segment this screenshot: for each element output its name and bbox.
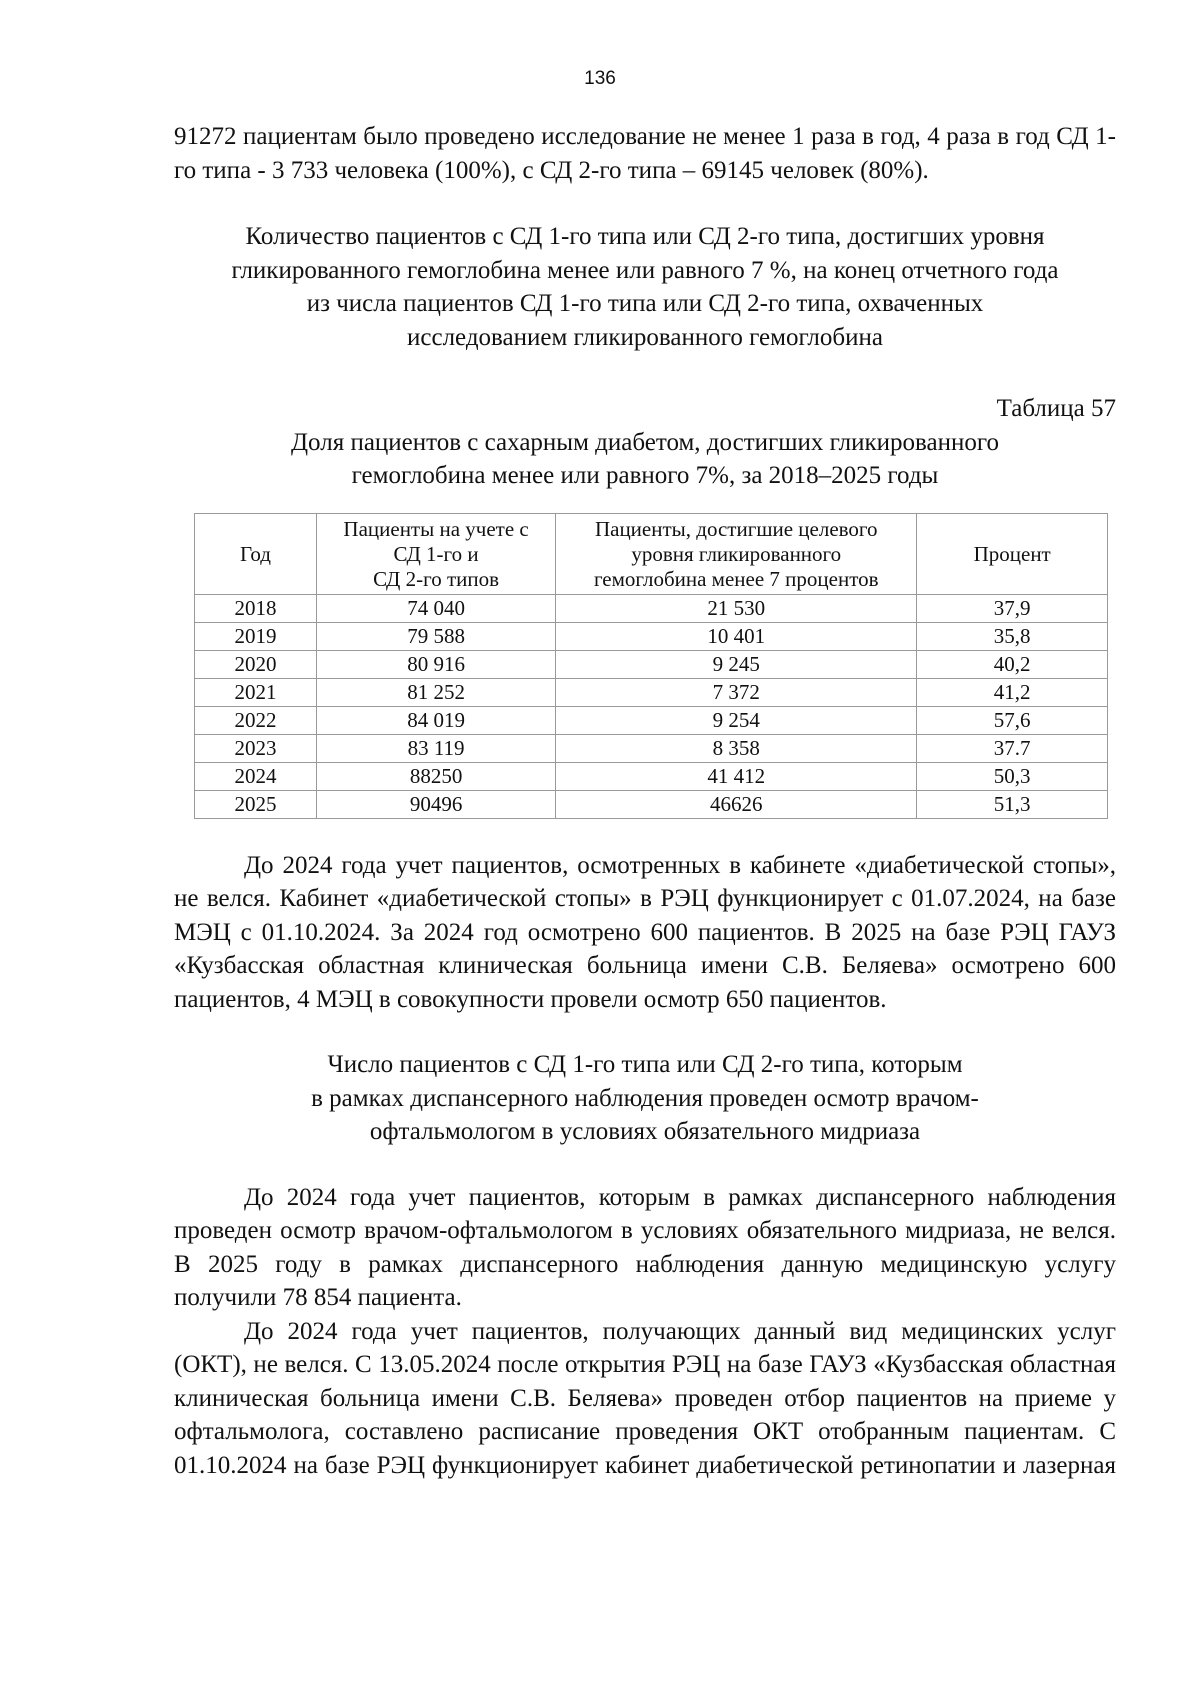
cell-target: 41 412: [556, 762, 917, 790]
header-year: Год: [195, 513, 317, 594]
cell-percent: 40,2: [917, 650, 1108, 678]
cell-percent: 57,6: [917, 706, 1108, 734]
document-body: [174, 120, 1116, 1482]
cell-registered: 79 588: [316, 622, 555, 650]
cell-registered: 74 040: [316, 594, 555, 622]
heading-line: Число пациентов с СД 1-го типа или СД 2-го типа, которым: [327, 1051, 963, 1078]
cell-percent: 37.7: [917, 734, 1108, 762]
table-row: [195, 734, 1108, 762]
header-line: СД 2-го типов: [373, 566, 500, 591]
table-row: [195, 622, 1108, 650]
cell-target: 8 358: [556, 734, 917, 762]
cell-year: 2021: [195, 678, 317, 706]
table-header-row: [195, 513, 1108, 594]
table-row: [195, 650, 1108, 678]
cell-year: 2024: [195, 762, 317, 790]
table-caption: [174, 426, 1116, 493]
table-row: [195, 678, 1108, 706]
header-registered-patients: [316, 513, 555, 594]
caption-line: гемоглобина менее или равного 7%, за 2018–2025 годы: [351, 462, 939, 489]
section-heading-glycated-hemoglobin: [174, 220, 1116, 354]
cell-year: 2025: [195, 790, 317, 818]
cell-target: 9 254: [556, 706, 917, 734]
header-percent: Процент: [917, 513, 1108, 594]
header-line: Пациенты, достигшие целевого: [594, 516, 878, 541]
heading-line: офтальмологом в условиях обязательного мидриаза: [369, 1118, 921, 1145]
heading-line: Количество пациентов с СД 1-го типа или СД 2-го типа, достигших уровня: [245, 223, 1045, 250]
heading-line: из числа пациентов СД 1-го типа или СД 2-го типа, охваченных: [306, 290, 984, 317]
cell-target: 21 530: [556, 594, 917, 622]
cell-target: 7 372: [556, 678, 917, 706]
cell-target: 10 401: [556, 622, 917, 650]
intro-paragraph: 91272 пациентам было проведено исследование не менее 1 раза в год, 4 раза в год СД 1-го типа - 3 733 человека (100%), с СД 2-го типа – 69145 человек (80%).: [174, 123, 1116, 184]
heading-line: исследованием гликированного гемоглобина: [407, 323, 883, 351]
header-line: гемоглобина менее 7 процентов: [593, 566, 879, 591]
cell-percent: 50,3: [917, 762, 1108, 790]
cell-registered: 83 119: [316, 734, 555, 762]
table-row: [195, 706, 1108, 734]
table-row: [195, 594, 1108, 622]
cell-registered: 81 252: [316, 678, 555, 706]
header-target-patients: [556, 513, 917, 594]
cell-registered: 88250: [316, 762, 555, 790]
header-line: Пациенты на учете с: [343, 516, 529, 541]
cell-target: 46626: [556, 790, 917, 818]
table-label: Таблица 57: [996, 395, 1116, 422]
section-heading-ophthalmologist-exam: [174, 1048, 1116, 1149]
cell-year: 2019: [195, 622, 317, 650]
cell-year: 2018: [195, 594, 317, 622]
glycated-hemoglobin-table: [194, 513, 1108, 819]
header-line: уровня гликированного: [631, 541, 842, 566]
ophthalmology-paragraph: До 2024 года учет пациентов, которым в рамках диспансерного наблюдения проведен осмотр врачом-офтальмологом в условиях обязательного мидриаза, не велся. В 2025 году в рамках диспансерного наблюдения данную медицинскую услугу получили 78 854 пациента.: [174, 1183, 1116, 1311]
table-row: [195, 762, 1108, 790]
heading-line: в рамках диспансерного наблюдения проведен осмотр врачом-: [311, 1084, 979, 1112]
cell-year: 2020: [195, 650, 317, 678]
heading-line: гликированного гемоглобина менее или равного 7 %, на конец отчетного года: [231, 256, 1059, 284]
table-row: [195, 790, 1108, 818]
cell-year: 2023: [195, 734, 317, 762]
header-line: СД 1-го и: [393, 541, 479, 566]
page-number: 136: [584, 68, 616, 89]
cell-registered: 80 916: [316, 650, 555, 678]
cell-percent: 35,8: [917, 622, 1108, 650]
cell-registered: 90496: [316, 790, 555, 818]
cell-percent: 37,9: [917, 594, 1108, 622]
cell-registered: 84 019: [316, 706, 555, 734]
caption-line: Доля пациентов с сахарным диабетом, достигших гликированного: [291, 428, 999, 456]
cell-year: 2022: [195, 706, 317, 734]
diabetic-foot-paragraph: До 2024 года учет пациентов, осмотренных в кабинете «диабетической стопы», не велся. Кабинет «диабетической стопы» в РЭЦ функционирует с 01.07.2024, на базе МЭЦ с 01.10.2024. За 2024 год осмотрено 600 пациентов. В 2025 на базе РЭЦ ГАУЗ «Кузбасская областная клиническая больница имени С.В. Беляева» осмотрено 600 пациентов, 4 МЭЦ в совокупности провели осмотр 650 пациентов.: [174, 851, 1116, 1013]
cell-target: 9 245: [556, 650, 917, 678]
cell-percent: 51,3: [917, 790, 1108, 818]
oct-paragraph: До 2024 года учет пациентов, получающих данный вид медицинских услуг (ОКТ), не велся. С 13.05.2024 после открытия РЭЦ на базе ГАУЗ «Кузбасская областная клиническая больница имени С.В. Беляева» проведен отбор пациентов на приеме у офтальмолога, составлено расписание проведения ОКТ отобранным пациентам. С 01.10.2024 на базе РЭЦ функционирует кабинет диабетической ретинопатии и лазерная: [174, 1317, 1116, 1479]
cell-percent: 41,2: [917, 678, 1108, 706]
